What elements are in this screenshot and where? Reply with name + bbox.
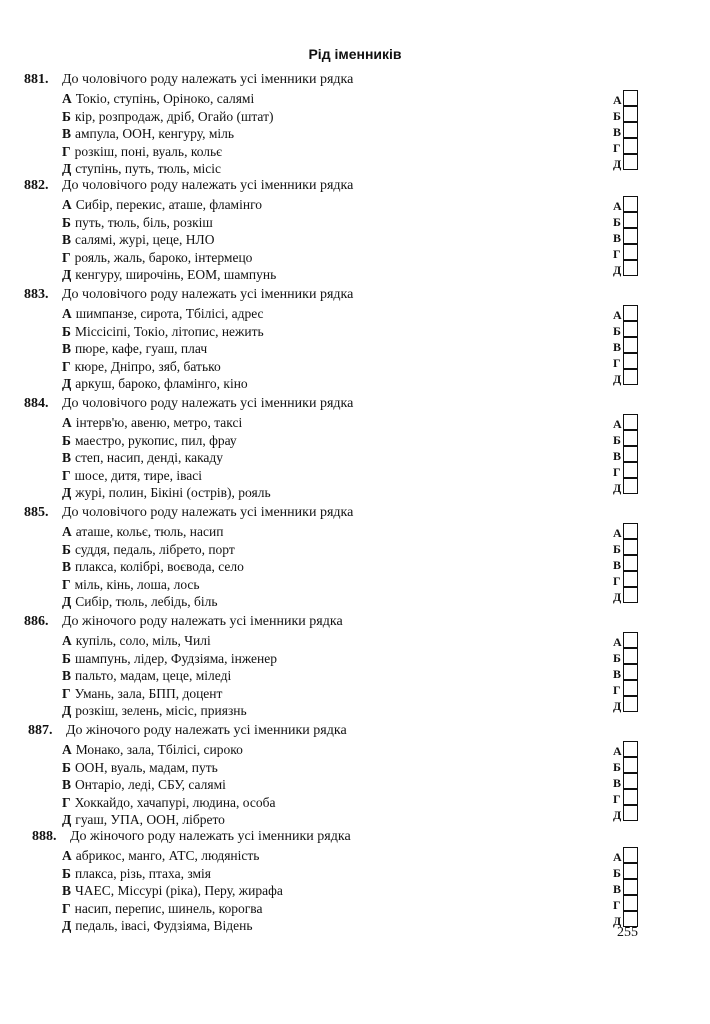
answer-box-letter: Б bbox=[613, 760, 621, 774]
answer-option bbox=[62, 250, 252, 266]
answer-option bbox=[62, 542, 235, 558]
answer-option bbox=[62, 703, 247, 719]
answer-square[interactable] bbox=[623, 555, 638, 571]
answer-square[interactable] bbox=[623, 773, 638, 789]
page-number: 255 bbox=[617, 925, 638, 940]
answer-box-letter: Д bbox=[613, 372, 622, 386]
question-number: 886. bbox=[24, 614, 49, 629]
option-text: Умань, зала, БПП, доцент bbox=[74, 685, 223, 701]
option-letter: Б bbox=[62, 650, 71, 666]
option-letter: А bbox=[62, 633, 72, 648]
option-letter: Д bbox=[62, 918, 72, 933]
option-letter: В bbox=[62, 126, 72, 141]
option-letter: Б bbox=[62, 432, 71, 448]
answer-option bbox=[62, 433, 237, 449]
question-number: 884. bbox=[24, 396, 49, 411]
answer-option bbox=[62, 918, 252, 934]
option-text: кір, розпродаж, дріб, Огайо (штат) bbox=[74, 108, 274, 124]
option-letter: А bbox=[62, 197, 72, 212]
answer-box-letter: Д bbox=[613, 699, 622, 713]
answer-box-letter: Б bbox=[613, 433, 621, 447]
option-text: журі, полин, Бікіні (острів), рояль bbox=[75, 485, 271, 500]
answer-option bbox=[62, 668, 231, 684]
option-letter: В bbox=[62, 777, 72, 792]
option-letter: А bbox=[62, 306, 72, 321]
option-text: аркуш, бароко, фламінго, кіно bbox=[75, 376, 248, 391]
option-letter: А bbox=[62, 848, 72, 863]
answer-square[interactable] bbox=[623, 539, 638, 555]
option-letter: А bbox=[62, 91, 72, 106]
option-text: кенгуру, широчінь, ЕОМ, шампунь bbox=[75, 267, 277, 282]
option-letter: В bbox=[62, 668, 72, 683]
answer-checkbox[interactable] bbox=[613, 696, 673, 714]
answer-box-letter: Д bbox=[613, 263, 622, 277]
answer-square[interactable] bbox=[623, 321, 638, 337]
answer-square[interactable] bbox=[623, 478, 638, 494]
answer-option bbox=[62, 232, 214, 248]
option-text: путь, тюль, біль, розкіш bbox=[74, 214, 213, 230]
answer-square[interactable] bbox=[623, 805, 638, 821]
answer-box-letter: Д bbox=[613, 914, 622, 928]
option-letter: Г bbox=[62, 576, 71, 592]
answer-option bbox=[62, 91, 254, 107]
answer-option bbox=[62, 901, 262, 917]
answer-square[interactable] bbox=[623, 90, 638, 106]
answer-checkbox[interactable] bbox=[613, 369, 673, 387]
option-letter: Г bbox=[62, 143, 71, 159]
answer-box-letter: А bbox=[613, 850, 622, 864]
option-letter: А bbox=[62, 415, 72, 430]
answer-square[interactable] bbox=[623, 879, 638, 895]
option-letter: Д bbox=[62, 594, 72, 609]
option-letter: Г bbox=[62, 358, 71, 374]
option-text: гуаш, УПА, ООН, лібрето bbox=[75, 812, 225, 827]
option-text: Монако, зала, Тбілісі, сироко bbox=[75, 742, 243, 757]
answer-box-letter: А bbox=[613, 417, 622, 431]
option-letter: А bbox=[62, 524, 72, 539]
question-number: 882. bbox=[24, 178, 49, 193]
question-header bbox=[24, 505, 353, 521]
answer-option bbox=[62, 485, 271, 501]
answer-option bbox=[62, 866, 211, 882]
answer-square[interactable] bbox=[623, 122, 638, 138]
question-number: 883. bbox=[24, 287, 49, 302]
answer-square[interactable] bbox=[623, 106, 638, 122]
option-letter: Д bbox=[62, 703, 72, 718]
answer-square[interactable] bbox=[623, 228, 638, 244]
answer-square[interactable] bbox=[623, 244, 638, 260]
answer-option bbox=[62, 468, 202, 484]
answer-square[interactable] bbox=[623, 680, 638, 696]
answer-square[interactable] bbox=[623, 337, 638, 353]
answer-option bbox=[62, 415, 242, 431]
answer-option bbox=[62, 686, 222, 702]
option-text: шампунь, лідер, Фудзіяма, інженер bbox=[74, 650, 277, 666]
option-letter: Д bbox=[62, 267, 72, 282]
option-letter: Г bbox=[62, 467, 71, 483]
option-text: ступінь, путь, тюль, місіс bbox=[75, 161, 221, 176]
answer-box-letter: Г bbox=[613, 683, 621, 697]
question-prompt: До чоловічого роду належать усі іменники рядка bbox=[62, 72, 354, 87]
option-text: Онтаріо, леді, СБУ, салямі bbox=[75, 777, 226, 792]
answer-option bbox=[62, 594, 218, 610]
answer-square[interactable] bbox=[623, 587, 638, 603]
answer-box-letter: Б bbox=[613, 324, 621, 338]
answer-box-letter: Г bbox=[613, 574, 621, 588]
answer-box-letter: В bbox=[613, 125, 622, 139]
answer-checkbox[interactable] bbox=[613, 260, 673, 278]
option-letter: Д bbox=[62, 376, 72, 391]
option-letter: А bbox=[62, 742, 72, 757]
answer-checkbox[interactable] bbox=[613, 587, 673, 605]
option-text: ЧАЕС, Міссурі (ріка), Перу, жирафа bbox=[75, 883, 283, 898]
answer-option bbox=[62, 341, 207, 357]
answer-option bbox=[62, 633, 211, 649]
option-text: маестро, рукопис, пил, фрау bbox=[74, 432, 237, 448]
question-header bbox=[32, 829, 351, 845]
option-text: педаль, івасі, Фудзіяма, Відень bbox=[75, 918, 253, 933]
question-header bbox=[24, 72, 353, 88]
question-header bbox=[24, 178, 353, 194]
answer-box-letter: Б bbox=[613, 866, 621, 880]
answer-option bbox=[62, 777, 226, 793]
option-letter: Б bbox=[62, 865, 71, 881]
answer-box-letter: А bbox=[613, 93, 622, 107]
answer-square[interactable] bbox=[623, 847, 638, 863]
option-text: аташе, кольє, тюль, насип bbox=[75, 524, 224, 539]
answer-square[interactable] bbox=[623, 260, 638, 276]
answer-square[interactable] bbox=[623, 741, 638, 757]
answer-square[interactable] bbox=[623, 430, 638, 446]
option-letter: Б bbox=[62, 541, 71, 557]
answer-option bbox=[62, 126, 234, 142]
question-prompt: До чоловічого роду належать усі іменники рядка bbox=[62, 396, 354, 411]
answer-checkbox[interactable] bbox=[613, 478, 673, 496]
answer-option bbox=[62, 109, 273, 125]
answer-square[interactable] bbox=[623, 632, 638, 648]
question-header bbox=[24, 287, 353, 303]
answer-option bbox=[62, 306, 264, 322]
answer-box-letter: А bbox=[613, 635, 622, 649]
answer-option bbox=[62, 883, 283, 899]
answer-square[interactable] bbox=[623, 305, 638, 321]
question-prompt: До чоловічого роду належать усі іменники рядка bbox=[62, 287, 354, 302]
answer-box-letter: Д bbox=[613, 590, 622, 604]
option-text: купіль, соло, міль, Чилі bbox=[75, 633, 211, 648]
answer-square[interactable] bbox=[623, 696, 638, 712]
answer-box-letter: В bbox=[613, 449, 622, 463]
answer-option bbox=[62, 376, 248, 392]
answer-option bbox=[62, 215, 213, 231]
option-text: рояль, жаль, бароко, інтермецо bbox=[74, 249, 253, 265]
option-letter: В bbox=[62, 450, 72, 465]
answer-option bbox=[62, 651, 277, 667]
answer-square[interactable] bbox=[623, 353, 638, 369]
answer-box-letter: Г bbox=[613, 247, 621, 261]
answer-square[interactable] bbox=[623, 212, 638, 228]
answer-square[interactable] bbox=[623, 154, 638, 170]
option-letter: В bbox=[62, 341, 72, 356]
option-letter: Г bbox=[62, 249, 71, 265]
option-text: Міссісіпі, Токіо, літопис, нежить bbox=[74, 323, 264, 339]
section-title: Рід іменників bbox=[308, 46, 402, 62]
answer-checkbox[interactable] bbox=[613, 154, 673, 172]
option-text: степ, насип, денді, какаду bbox=[75, 450, 224, 465]
answer-option bbox=[62, 577, 200, 593]
answer-square[interactable] bbox=[623, 757, 638, 773]
answer-square[interactable] bbox=[623, 138, 638, 154]
answer-square[interactable] bbox=[623, 664, 638, 680]
answer-option bbox=[62, 812, 225, 828]
answer-option bbox=[62, 324, 264, 340]
answer-option bbox=[62, 197, 262, 213]
answer-square[interactable] bbox=[623, 571, 638, 587]
answer-box-letter: А bbox=[613, 308, 622, 322]
question-prompt: До жіночого роду належать усі іменники рядка bbox=[66, 723, 347, 738]
answer-box-letter: Д bbox=[613, 157, 622, 171]
option-text: суддя, педаль, лібрето, порт bbox=[74, 541, 235, 557]
option-text: пальто, мадам, цеце, міледі bbox=[75, 668, 232, 683]
answer-option bbox=[62, 144, 222, 160]
question-prompt: До чоловічого роду належать усі іменники рядка bbox=[62, 505, 354, 520]
option-text: розкіш, поні, вуаль, кольє bbox=[74, 143, 222, 159]
option-text: Сибір, тюль, лебідь, біль bbox=[75, 594, 218, 609]
option-text: Токіо, ступінь, Оріноко, салямі bbox=[75, 91, 255, 106]
answer-option bbox=[62, 450, 223, 466]
answer-square[interactable] bbox=[623, 414, 638, 430]
answer-option bbox=[62, 359, 221, 375]
question-number: 885. bbox=[24, 505, 49, 520]
question-number: 888. bbox=[32, 829, 57, 844]
option-text: Сибір, перекис, аташе, фламінго bbox=[75, 197, 263, 212]
answer-box-letter: Г bbox=[613, 356, 621, 370]
answer-option bbox=[62, 161, 221, 177]
answer-box-letter: В bbox=[613, 231, 622, 245]
question-header bbox=[24, 396, 353, 412]
option-text: плакса, різь, птаха, змія bbox=[74, 865, 211, 881]
option-letter: Д bbox=[62, 812, 72, 827]
answer-option bbox=[62, 848, 259, 864]
answer-box-letter: Г bbox=[613, 141, 621, 155]
option-letter: В bbox=[62, 883, 72, 898]
option-letter: Г bbox=[62, 900, 71, 916]
option-text: кюре, Дніпро, зяб, батько bbox=[74, 358, 221, 374]
option-letter: Д bbox=[62, 161, 72, 176]
option-letter: В bbox=[62, 559, 72, 574]
answer-box-letter: Г bbox=[613, 898, 621, 912]
answer-option bbox=[62, 742, 243, 758]
option-letter: В bbox=[62, 232, 72, 247]
answer-square[interactable] bbox=[623, 196, 638, 212]
question-prompt: До жіночого роду належать усі іменники рядка bbox=[70, 829, 351, 844]
option-text: шосе, дитя, тире, івасі bbox=[74, 467, 203, 483]
option-letter: Б bbox=[62, 108, 71, 124]
answer-option bbox=[62, 524, 223, 540]
answer-square[interactable] bbox=[623, 863, 638, 879]
answer-box-letter: В bbox=[613, 882, 622, 896]
answer-box-letter: Б bbox=[613, 215, 621, 229]
option-letter: Д bbox=[62, 485, 72, 500]
question-prompt: До чоловічого роду належать усі іменники рядка bbox=[62, 178, 354, 193]
option-letter: Г bbox=[62, 794, 71, 810]
answer-square[interactable] bbox=[623, 462, 638, 478]
answer-square[interactable] bbox=[623, 446, 638, 462]
option-text: розкіш, зелень, місіс, приязнь bbox=[75, 703, 247, 718]
question-prompt: До жіночого роду належать усі іменники рядка bbox=[62, 614, 343, 629]
option-text: Хоккайдо, хачапурі, людина, особа bbox=[74, 794, 276, 810]
answer-box-letter: Г bbox=[613, 792, 621, 806]
answer-option bbox=[62, 267, 276, 283]
option-letter: Б bbox=[62, 323, 71, 339]
option-text: ампула, ООН, кенгуру, міль bbox=[75, 126, 235, 141]
answer-box-letter: Б bbox=[613, 651, 621, 665]
question-header bbox=[24, 614, 343, 630]
answer-box-letter: В bbox=[613, 667, 622, 681]
option-text: міль, кінь, лоша, лось bbox=[74, 576, 200, 592]
option-text: шимпанзе, сирота, Тбілісі, адрес bbox=[75, 306, 264, 321]
answer-checkbox[interactable] bbox=[613, 805, 673, 823]
option-text: салямі, журі, цеце, НЛО bbox=[75, 232, 215, 247]
option-text: ООН, вуаль, мадам, путь bbox=[74, 759, 218, 775]
option-text: пюре, кафе, гуаш, плач bbox=[75, 341, 208, 356]
answer-option bbox=[62, 760, 218, 776]
answer-square[interactable] bbox=[623, 648, 638, 664]
option-text: насип, перепис, шинель, корогва bbox=[74, 900, 263, 916]
answer-box-letter: В bbox=[613, 776, 622, 790]
answer-box-letter: Б bbox=[613, 109, 621, 123]
question-number: 887. bbox=[28, 723, 53, 738]
answer-box-letter: Г bbox=[613, 465, 621, 479]
answer-box-letter: Б bbox=[613, 542, 621, 556]
option-letter: Г bbox=[62, 685, 71, 701]
answer-box-letter: А bbox=[613, 526, 622, 540]
option-text: абрикос, манго, АТС, людяність bbox=[75, 848, 260, 863]
answer-box-letter: В bbox=[613, 558, 622, 572]
answer-box-letter: А bbox=[613, 199, 622, 213]
answer-square[interactable] bbox=[623, 895, 638, 911]
answer-option bbox=[62, 795, 275, 811]
answer-box-letter: А bbox=[613, 744, 622, 758]
answer-square[interactable] bbox=[623, 789, 638, 805]
option-letter: Б bbox=[62, 214, 71, 230]
option-text: плакса, колібрі, воєвода, село bbox=[75, 559, 244, 574]
question-header bbox=[28, 723, 347, 739]
answer-box-letter: Д bbox=[613, 808, 622, 822]
answer-option bbox=[62, 559, 244, 575]
option-text: інтерв'ю, авеню, метро, таксі bbox=[75, 415, 243, 430]
answer-square[interactable] bbox=[623, 369, 638, 385]
question-number: 881. bbox=[24, 72, 49, 87]
answer-box-letter: В bbox=[613, 340, 622, 354]
answer-square[interactable] bbox=[623, 523, 638, 539]
option-letter: Б bbox=[62, 759, 71, 775]
answer-box-letter: Д bbox=[613, 481, 622, 495]
